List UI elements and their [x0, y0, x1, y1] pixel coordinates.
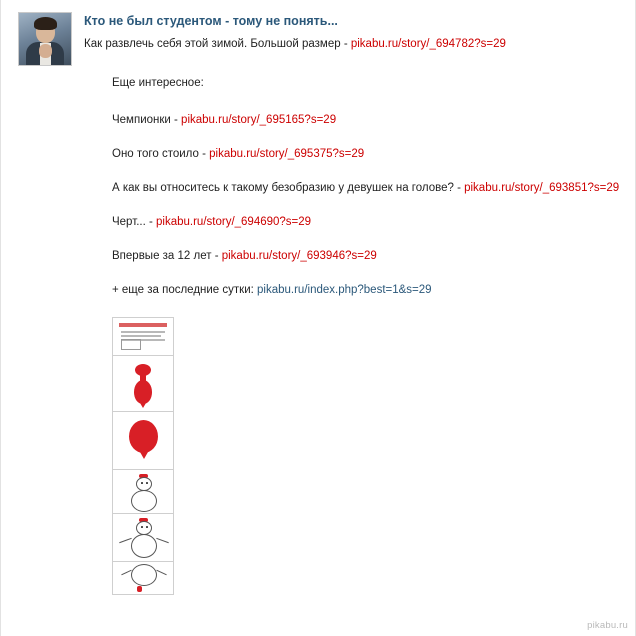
snowman-arm [119, 538, 132, 544]
strip-panel-snowman-with-hat[interactable] [112, 513, 174, 561]
strip-panel-snowman-bottom[interactable] [112, 561, 174, 595]
balloon-large [129, 420, 158, 453]
list-item-text: Оно того стоило - [112, 148, 210, 160]
strip-panel-balloon-inflated[interactable] [112, 411, 174, 469]
list-item-link[interactable]: pikabu.ru/story/_693946?s=29 [221, 250, 377, 262]
snowman-head [136, 521, 152, 535]
snowman-head [136, 477, 152, 491]
post-intro-link[interactable]: pikabu.ru/story/_694782?s=29 [350, 38, 506, 50]
list-item-link[interactable]: pikabu.ru/story/_694690?s=29 [156, 216, 312, 228]
snowman-eye [141, 526, 143, 528]
sheet-box [121, 339, 141, 350]
post-intro-text: Как развлечь себя этой зимой. Большой размер - [84, 38, 351, 50]
post-body [18, 66, 622, 298]
footer-text: + еще за последние сутки: [112, 284, 258, 296]
list-item [112, 113, 608, 128]
post-header [18, 12, 622, 66]
sheet-text-line [121, 331, 165, 333]
snowman-body [131, 534, 157, 558]
snowman-eye [146, 526, 148, 528]
snowman-eye [141, 482, 143, 484]
post-title[interactable]: Кто не был студентом - тому не понять... [84, 14, 338, 28]
list-item-text: Чемпионки - [112, 114, 182, 126]
footer-link[interactable]: pikabu.ru/index.php?best=1&s=29 [257, 284, 432, 296]
image-strip[interactable] [112, 317, 174, 595]
post-header-text [72, 12, 506, 52]
list-item [112, 181, 620, 196]
snowman-body [131, 564, 157, 586]
list-item [112, 215, 608, 230]
snowman-eye [146, 482, 148, 484]
snowman-body [131, 490, 157, 512]
balloon-tie [140, 452, 148, 459]
strip-panel-snowman-two-balls[interactable] [112, 469, 174, 513]
avatar-hair [34, 17, 57, 30]
snowman-detail [137, 586, 142, 592]
list-item-text: Черт... - [112, 216, 157, 228]
sheet-text-line [121, 335, 161, 337]
list-item-link[interactable]: pikabu.ru/story/_695375?s=29 [209, 148, 365, 160]
list-item-link[interactable]: pikabu.ru/story/_693851?s=29 [464, 182, 620, 194]
snowman-arm [156, 570, 166, 576]
balloon-body [134, 380, 152, 404]
list-item-text: Впервые за 12 лет - [112, 250, 222, 262]
list-item-link[interactable]: pikabu.ru/story/_695165?s=29 [181, 114, 337, 126]
sheet-title-bar [119, 323, 167, 327]
list-item [112, 147, 608, 162]
strip-panel-balloon-filled[interactable] [112, 355, 174, 411]
more-interesting-label: Еще интересное: [112, 77, 204, 89]
avatar-hand [39, 44, 52, 58]
snowman-arm [156, 538, 169, 544]
avatar[interactable] [18, 12, 72, 66]
list-item [112, 249, 608, 264]
list-item-text: А как вы относитесь к такому безобразию у девушек на голове? - [112, 182, 465, 194]
footer-line [112, 283, 608, 298]
strip-panel-text-sheet[interactable] [112, 317, 174, 355]
watermark: pikabu.ru [587, 620, 628, 631]
balloon-tie [140, 403, 146, 408]
post-intro-line [84, 37, 506, 52]
